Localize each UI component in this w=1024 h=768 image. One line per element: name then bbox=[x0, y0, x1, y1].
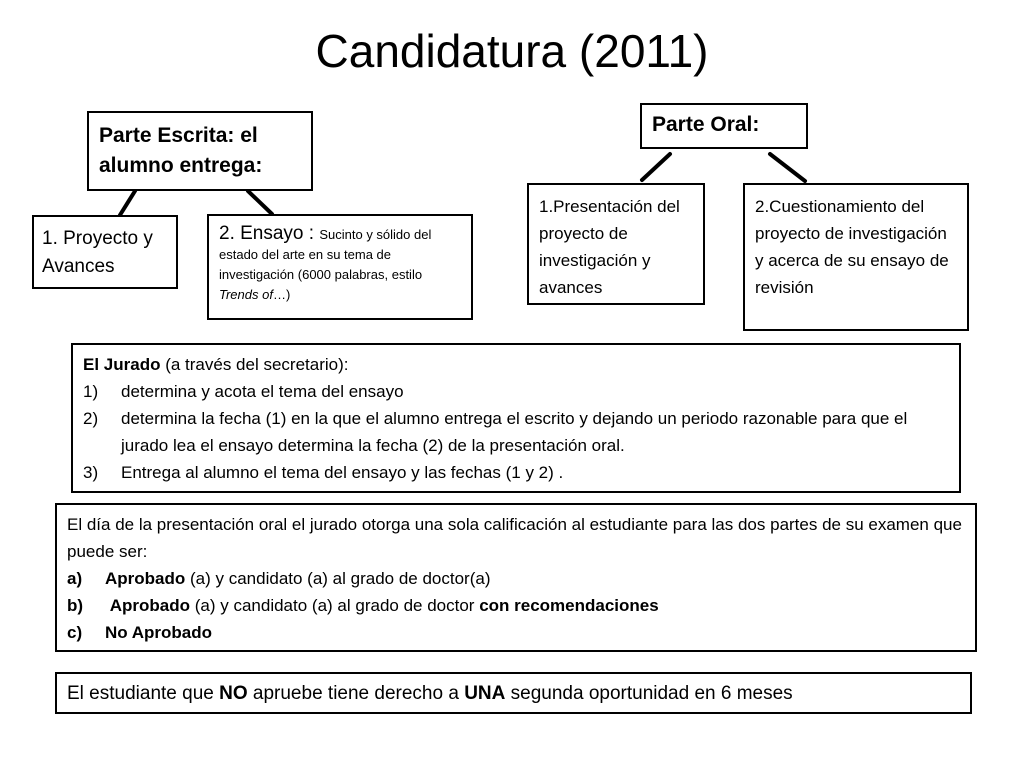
nota-p3: segunda oportunidad en 6 meses bbox=[505, 683, 793, 704]
list-item-text: determina la fecha (1) en la que el alumno entrega el escrito y dejando un periodo razonable para que el jurado lea el ensayo determina la fecha (2) de la presentación oral. bbox=[121, 409, 908, 455]
nota-b1: NO bbox=[219, 683, 248, 704]
calificacion-intro: El día de la presentación oral el jurado otorga una sola calificación al estudiante para las dos partes de su examen que puede ser: bbox=[67, 515, 962, 561]
ensayo-box bbox=[207, 214, 473, 320]
list-item-text: determina y acota el tema del ensayo bbox=[121, 382, 404, 401]
option-a-bold: Aprobado bbox=[105, 569, 186, 588]
parte-oral-box bbox=[640, 103, 808, 149]
ensayo-italic: Trends of bbox=[219, 287, 273, 302]
list-item-letter: c) bbox=[67, 623, 83, 642]
calificacion-list bbox=[67, 565, 965, 646]
cuestionamiento-text: 2.Cuestionamiento del proyecto de investigación y acerca de su ensayo de revisión bbox=[755, 197, 949, 297]
option-b-bold: Aprobado bbox=[105, 596, 191, 615]
parte-oral-heading: Parte Oral: bbox=[652, 113, 760, 136]
jurado-lead-bold: El Jurado bbox=[83, 355, 161, 374]
presentacion-box bbox=[527, 183, 705, 305]
option-b-rest: (a) y candidato (a) al grado de doctor bbox=[190, 596, 480, 615]
list-item-letter: b) bbox=[67, 596, 84, 615]
option-c-bold: No Aprobado bbox=[105, 623, 213, 642]
presentacion-text: 1.Presentación del proyecto de investigación y avances bbox=[539, 197, 680, 297]
list-item bbox=[83, 405, 949, 459]
ensayo-tail: …) bbox=[272, 287, 291, 302]
list-item bbox=[67, 592, 965, 619]
nota-b2: UNA bbox=[464, 683, 506, 704]
parte-escrita-heading: Parte Escrita: el alumno entrega: bbox=[99, 124, 263, 177]
connector-escrita-proyecto bbox=[120, 191, 135, 215]
list-item bbox=[67, 565, 965, 592]
connector-escrita-ensayo bbox=[248, 191, 272, 214]
option-b-bold2: con recomendaciones bbox=[479, 596, 659, 615]
proyecto-avances-box bbox=[32, 215, 178, 289]
jurado-lead-rest: (a través del secretario): bbox=[160, 355, 349, 374]
connector-oral-presentacion bbox=[642, 154, 670, 180]
connector-oral-cuestionamiento bbox=[770, 154, 805, 181]
segunda-oportunidad-box bbox=[55, 672, 972, 714]
parte-escrita-box bbox=[87, 111, 313, 191]
jurado-box bbox=[71, 343, 961, 493]
nota-p1: El estudiante que bbox=[67, 683, 220, 704]
list-item-letter: a) bbox=[67, 569, 83, 588]
ensayo-lead: 2. Ensayo : bbox=[219, 223, 320, 244]
list-item bbox=[83, 378, 949, 405]
jurado-lead bbox=[83, 351, 949, 378]
ensayo-desc: Sucinto y sólido del estado del arte en su tema de investigación (6000 palabras, estilo bbox=[219, 227, 432, 282]
option-a-rest: (a) y candidato (a) al grado de doctor(a) bbox=[185, 569, 491, 588]
list-item-number: 3) bbox=[83, 463, 99, 482]
calificacion-box bbox=[55, 503, 977, 652]
list-item bbox=[83, 459, 949, 486]
page-title: Candidatura (2011) bbox=[315, 25, 709, 77]
list-item-number: 2) bbox=[83, 409, 99, 428]
jurado-list bbox=[83, 378, 949, 486]
cuestionamiento-box bbox=[743, 183, 969, 331]
proyecto-avances-text: 1. Proyecto y Avances bbox=[42, 228, 153, 277]
nota-p2: apruebe tiene derecho a bbox=[247, 683, 465, 704]
list-item-number: 1) bbox=[83, 382, 99, 401]
list-item bbox=[67, 619, 965, 646]
list-item-text: Entrega al alumno el tema del ensayo y las fechas (1 y 2) . bbox=[121, 463, 564, 482]
